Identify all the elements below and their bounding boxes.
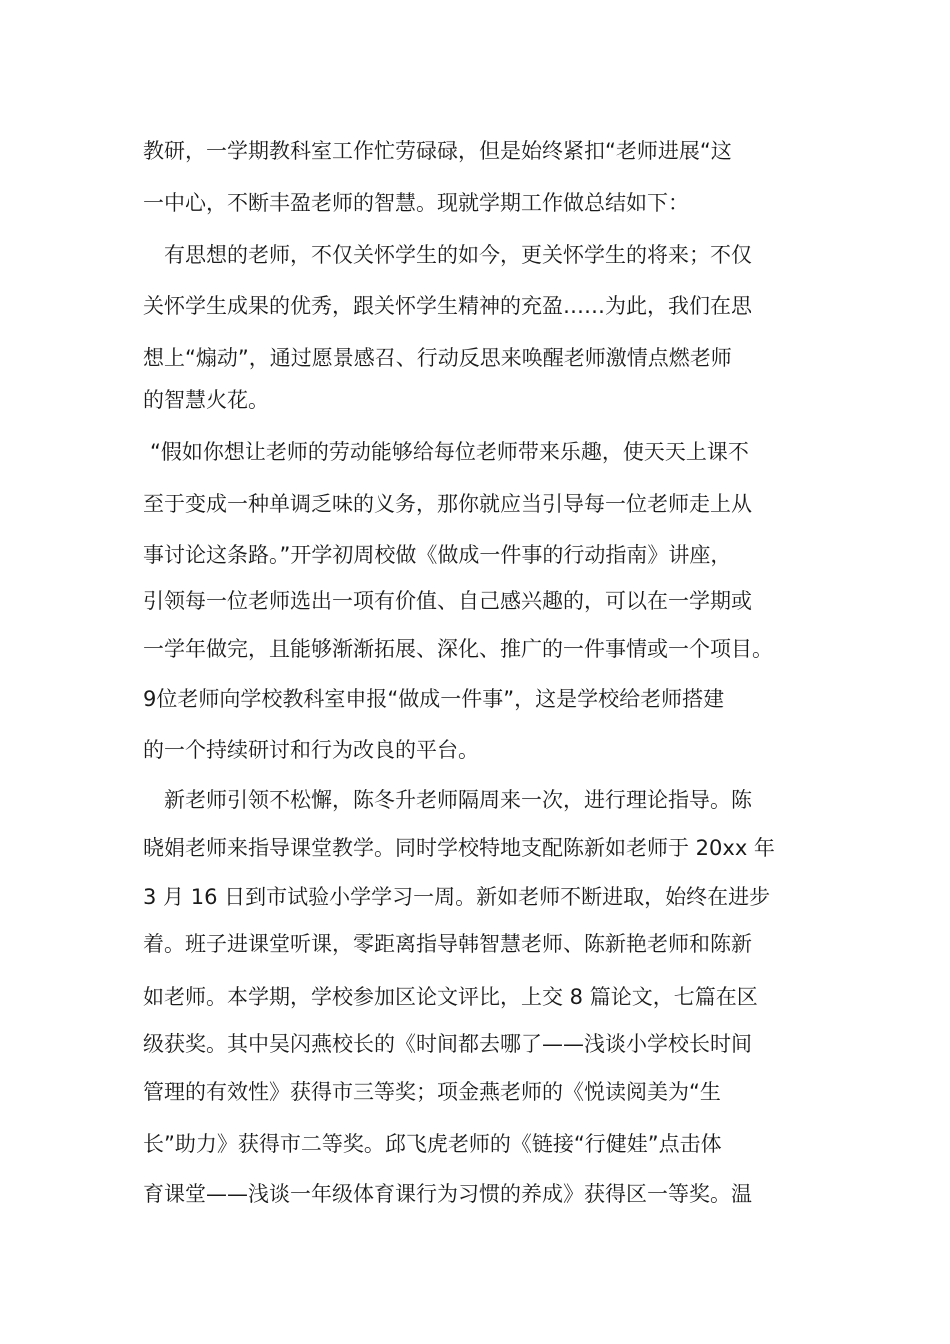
text-line: 至于变成一种单调乏味的义务，那你就应当引导每一位老师走上从 [143,492,752,516]
text-line: “假如你想让老师的劳动能够给每位老师带来乐趣，使天天上课不 [150,440,749,464]
text-line: 如老师。本学期，学校参加区论文评比，上交 8 篇论文，七篇在区 [143,985,758,1009]
text-line: 新老师引领不松懈，陈冬升老师隔周来一次，进行理论指导。陈 [164,788,752,812]
text-line: 的智慧火花。 [143,388,269,412]
text-line: 引领每一位老师选出一项有价值、自己感兴趣的，可以在一学期或 [143,589,752,613]
text-line: 3 月 16 日到市试验小学学习一周。新如老师不断进取，始终在进步 [143,885,771,909]
text-line: 晓娟老师来指导课堂教学。同时学校特地支配陈新如老师于 20xx 年 [143,836,775,860]
text-line: 级获奖。其中吴闪燕校长的《时间都去哪了——浅谈小学校长时间 [143,1032,752,1056]
text-line: 9位老师向学校教科室申报“做成一件事”，这是学校给老师搭建 [143,687,725,711]
text-line: 管理的有效性》获得市三等奖；项金燕老师的《悦读阅美为“生 [143,1080,721,1104]
text-line: 长”助力》获得市二等奖。邱飞虎老师的《链接“行健娃”点击体 [143,1132,722,1156]
text-line: 一中心，不断丰盈老师的智慧。现就学期工作做总结如下： [143,191,689,215]
text-line: 想上“煽动”，通过愿景感召、行动反思来唤醒老师激情点燃老师 [143,346,732,370]
text-line: 育课堂——浅谈一年级体育课行为习惯的养成》获得区一等奖。温 [143,1182,752,1206]
text-line: 事讨论这条路。”开学初周校做《做成一件事的行动指南》讲座， [143,543,732,567]
text-line: 教研，一学期教科室工作忙劳碌碌，但是始终紧扣“老师进展“这 [143,139,732,163]
text-line: 一学年做完，且能够渐渐拓展、深化、推广的一件事情或一个项目。 [143,637,773,661]
text-line: 着。班子进课堂听课，零距离指导韩智慧老师、陈新艳老师和陈新 [143,932,752,956]
text-line: 的一个持续研讨和行为改良的平台。 [143,738,479,762]
text-line: 关怀学生成果的优秀，跟关怀学生精神的充盈……为此，我们在思 [143,294,752,318]
text-line: 有思想的老师，不仅关怀学生的如今，更关怀学生的将来；不仅 [164,243,752,267]
